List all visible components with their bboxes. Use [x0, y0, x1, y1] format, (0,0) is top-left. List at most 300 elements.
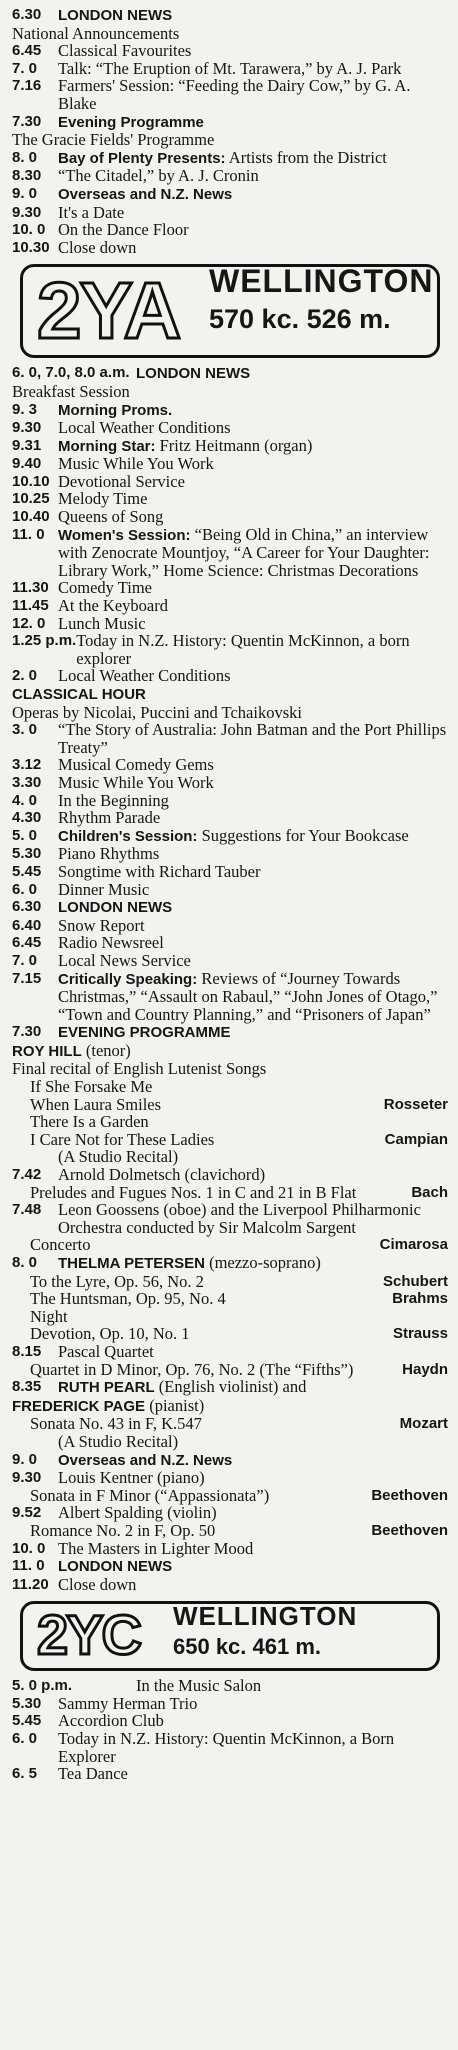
schedule-entry: [12, 1060, 448, 1078]
entry-text: Music While You Work: [58, 772, 214, 792]
entry-body: [58, 1765, 448, 1783]
item-title: I Care Not for These Ladies: [30, 1129, 215, 1149]
schedule-entry: [12, 579, 448, 597]
station-city: WELLINGTON: [173, 1601, 358, 1632]
listing-2yc: [12, 1677, 448, 1783]
entry-time: 12. 0: [12, 614, 46, 632]
entry-time: 7.42: [12, 1166, 42, 1184]
entry-text: Dinner Music: [58, 879, 150, 899]
entry-text: Farmers' Session: “Feeding the Dairy Cow,” by G. A. Blake: [58, 76, 411, 113]
programme-item: [12, 1096, 448, 1114]
entry-body: [58, 1254, 448, 1273]
schedule-entry: [12, 1023, 448, 1042]
schedule-entry: [12, 615, 448, 633]
entry-body: [12, 131, 448, 149]
entry-heading: RUTH PEARL: [58, 1379, 155, 1397]
schedule-entry: [12, 1677, 448, 1695]
entry-body: [12, 25, 448, 43]
entry-body: [58, 149, 448, 168]
entry-body: [58, 1540, 448, 1558]
entry-text: Musical Comedy Gems: [58, 755, 214, 775]
entry-text: Today in N.Z. History: Quentin McKinnon, a born explorer: [76, 631, 410, 668]
entry-time: 5.30: [12, 845, 42, 863]
entry-time: 5. 0 p.m.: [12, 1677, 73, 1695]
entry-text: “The Story of Australia: John Batman and the Port Phillips Treaty”: [58, 720, 447, 757]
entry-time: 8. 0: [12, 1254, 38, 1271]
entry-heading: Morning Star:: [58, 437, 156, 455]
programme-item: [12, 1184, 448, 1202]
schedule-entry: [12, 1166, 448, 1184]
item-line: [30, 1290, 448, 1308]
entry-body: [58, 774, 448, 792]
schedule-entry: [12, 6, 448, 25]
entry-body: [58, 845, 448, 863]
schedule-entry: [12, 1765, 448, 1783]
entry-body: [58, 490, 448, 508]
schedule-entry: [12, 845, 448, 863]
schedule-entry: [12, 917, 448, 935]
entry-body: [58, 1504, 448, 1522]
entry-time: 6. 0, 7.0, 8.0 a.m.: [12, 364, 130, 382]
entry-body: [58, 185, 448, 204]
schedule-entry: [12, 60, 448, 78]
item-line: [30, 1131, 448, 1149]
schedule-entry: [12, 1712, 448, 1730]
entry-text: Piano Rhythms: [58, 844, 160, 864]
entry-heading: Bay of Plenty Presents:: [58, 149, 226, 167]
schedule-entry: [12, 508, 448, 526]
schedule-entry: [12, 1451, 448, 1470]
schedule-entry: [12, 1201, 448, 1236]
entry-body: [58, 1730, 448, 1765]
programme-item: [12, 1415, 448, 1433]
entry-body: [136, 1677, 448, 1695]
schedule-entry: [12, 898, 448, 917]
entry-text: Fritz Heitmann (organ): [159, 435, 313, 455]
entry-text: Artists from the District: [228, 147, 387, 167]
schedule-entry: [12, 1576, 448, 1594]
entry-time: 9.31: [12, 436, 42, 454]
entry-text: Accordion Club: [58, 1711, 164, 1731]
entry-time: 8.15: [12, 1342, 42, 1360]
entry-text: Louis Kentner (piano): [58, 1468, 205, 1488]
item-line: [30, 1184, 448, 1202]
programme-item: [12, 1078, 448, 1096]
entry-body: [58, 615, 448, 633]
entry-text: “Being Old in China,” an interview with Zenocrate Mountjoy, “A Career for Your Daughter: Library Work,” Home Science: Christmas Decorations: [58, 524, 430, 580]
entry-time: 6. 0: [12, 1730, 38, 1748]
entry-heading: LONDON NEWS: [58, 7, 173, 24]
schedule-entry: [12, 1469, 448, 1487]
item-line: [30, 1487, 448, 1505]
entry-time: 11. 0: [12, 525, 45, 543]
entry-body: [58, 667, 448, 685]
entry-body: [58, 881, 448, 899]
entry-heading: Evening Programme: [58, 113, 204, 131]
entry-body: [58, 401, 448, 420]
entry-body: [58, 204, 448, 222]
entry-time: 11.30: [12, 579, 49, 597]
entry-body: [58, 934, 448, 952]
entry-text: Devotional Service: [58, 471, 185, 491]
schedule-entry: [12, 721, 448, 756]
item-title: Night: [30, 1306, 68, 1326]
item-title: Sonata in F Minor (“Appassionata”): [30, 1485, 270, 1505]
entry-body: [58, 597, 448, 615]
entry-text: (mezzo-soprano): [209, 1253, 321, 1272]
entry-body: [58, 579, 448, 597]
entry-time: 11.45: [12, 597, 49, 615]
entry-heading: ROY HILL: [12, 1042, 82, 1060]
schedule-entry: [12, 774, 448, 792]
entry-text: Arnold Dolmetsch (clavichord): [58, 1165, 266, 1185]
entry-body: [58, 827, 448, 846]
entry-time: 3. 0: [12, 721, 38, 739]
entry-text: Close down: [58, 237, 137, 257]
entry-text: Today in N.Z. History: Quentin McKinnon, a Born Explorer: [58, 1729, 395, 1766]
entry-text: Queens of Song: [58, 507, 164, 527]
schedule-entry: [12, 42, 448, 60]
entry-heading: Morning Proms.: [58, 401, 173, 419]
entry-text: Melody Time: [58, 489, 148, 509]
entry-time: 6.30: [12, 6, 42, 23]
entry-time: 1.25 p.m.: [12, 632, 77, 650]
entry-body: [58, 952, 448, 970]
studio-note: (A Studio Recital): [58, 1147, 179, 1167]
schedule-entry: [12, 704, 448, 722]
station-banner-2yc: [20, 1601, 440, 1671]
schedule-entry: [12, 239, 448, 257]
entry-body: [58, 1201, 448, 1236]
entry-time: 6.40: [12, 916, 42, 934]
composer-name: Mozart: [399, 1415, 448, 1433]
entry-body: [58, 721, 448, 756]
schedule-entry: [12, 597, 448, 615]
entry-body: [58, 1695, 448, 1713]
entry-text: Music While You Work: [58, 454, 214, 474]
entry-body: [58, 77, 448, 112]
entry-text: At the Keyboard: [58, 596, 168, 616]
studio-note: (A Studio Recital): [58, 1431, 179, 1451]
entry-body: [12, 383, 448, 401]
entry-time: 6. 5: [12, 1765, 38, 1783]
entry-body: [58, 1712, 448, 1730]
entry-body: [12, 704, 448, 722]
item-line: [30, 1361, 448, 1379]
composer-name: Bach: [411, 1183, 448, 1201]
station-banner-2ya: [20, 264, 440, 358]
entry-body: [58, 42, 448, 60]
composer-name: Schubert: [382, 1272, 448, 1290]
schedule-entry: [12, 1695, 448, 1713]
entry-time: 7.30: [12, 1023, 42, 1041]
item-title: If She Forsake Me: [30, 1077, 153, 1097]
entry-heading: LONDON NEWS: [58, 899, 173, 917]
entry-body: [58, 113, 448, 132]
entry-body: [58, 809, 448, 827]
entry-time: 7.48: [12, 1201, 42, 1219]
entry-text: Rhythm Parade: [58, 808, 161, 828]
programme-item: [12, 1113, 448, 1131]
programme-item: [12, 1361, 448, 1379]
entry-heading: Critically Speaking:: [58, 970, 198, 988]
composer-name: Cimarosa: [379, 1236, 448, 1254]
entry-time: 5.45: [12, 1712, 42, 1730]
item-line: [30, 1236, 448, 1254]
entry-text: The Gracie Fields' Programme: [12, 130, 215, 150]
entry-time: 10.25: [12, 490, 50, 508]
schedule-entry: [12, 632, 448, 667]
item-title: Sonata No. 43 in F, K.547: [30, 1414, 202, 1434]
schedule-entry: [12, 149, 448, 168]
entry-body: [58, 1451, 448, 1470]
entry-heading: CLASSICAL HOUR: [12, 686, 146, 703]
entry-body: [58, 508, 448, 526]
entry-time: 4.30: [12, 809, 42, 827]
schedule-entry: [12, 473, 448, 491]
schedule-entry: [12, 881, 448, 899]
entry-body: [58, 455, 448, 473]
entry-body: [58, 1166, 448, 1184]
entry-time: 10. 0: [12, 1539, 46, 1557]
entry-time: 6. 0: [12, 880, 38, 898]
schedule-entry: [12, 401, 448, 420]
entry-time: 9.30: [12, 419, 42, 437]
entry-heading: Overseas and N.Z. News: [58, 185, 233, 203]
entry-time: 10.40: [12, 508, 50, 526]
entry-time: 9.30: [12, 1469, 42, 1487]
entry-time: 11.20: [12, 1575, 49, 1593]
schedule-entry: [12, 1730, 448, 1765]
entry-time: 8. 0: [12, 148, 38, 166]
entry-body: [12, 1060, 448, 1078]
entry-text: (English violinist) and: [158, 1377, 307, 1397]
entry-body: [58, 1557, 448, 1576]
item-title: The Huntsman, Op. 95, No. 4: [30, 1289, 226, 1309]
entry-time: 9. 0: [12, 184, 38, 202]
entry-body: [58, 437, 448, 456]
entry-body: [12, 685, 448, 704]
entry-time: 10.30: [12, 238, 50, 256]
programme-item: [12, 1273, 448, 1291]
schedule-entry: [12, 419, 448, 437]
entry-time: 5.45: [12, 862, 42, 880]
entry-text: Local Weather Conditions: [58, 418, 231, 438]
entry-text: Radio Newsreel: [58, 933, 164, 953]
schedule-entry: [12, 383, 448, 401]
item-line: [30, 1325, 448, 1343]
entry-time: 3.30: [12, 773, 42, 791]
entry-text: It's a Date: [58, 202, 125, 222]
item-title: Devotion, Op. 10, No. 1: [30, 1324, 190, 1344]
schedule-entry: [12, 25, 448, 43]
entry-text: Leon Goossens (oboe) and the Liverpool Philharmonic Orchestra conducted by Sir Malcolm Sargent: [58, 1200, 421, 1237]
schedule-entry: [12, 1504, 448, 1522]
entry-heading: LONDON NEWS: [136, 365, 251, 383]
entry-heading: EVENING PROGRAMME: [58, 1024, 231, 1042]
item-title: When Laura Smiles: [30, 1094, 162, 1114]
schedule-entry: [12, 863, 448, 881]
entry-text: Talk: “The Eruption of Mt. Tarawera,” by A. J. Park: [58, 58, 402, 78]
programme-item: [12, 1325, 448, 1343]
item-title: Romance No. 2 in F, Op. 50: [30, 1520, 216, 1540]
item-line: [30, 1273, 448, 1291]
station-city: WELLINGTON: [209, 263, 434, 300]
entry-body: [58, 1343, 448, 1361]
entry-text: On the Dance Floor: [58, 220, 189, 240]
schedule-entry: [12, 185, 448, 204]
entry-body: [58, 1576, 448, 1594]
schedule-entry: [12, 952, 448, 970]
entry-text: “The Citadel,” by A. J. Cronin: [58, 166, 259, 186]
entry-time: 10. 0: [12, 221, 46, 239]
schedule-entry: [12, 131, 448, 149]
schedule-entry: [12, 1397, 448, 1416]
entry-time: 7. 0: [12, 59, 38, 77]
schedule-entry: [12, 167, 448, 185]
entry-time: 7.16: [12, 77, 42, 95]
programme-item: [12, 1236, 448, 1254]
entry-body: [58, 239, 448, 257]
composer-name: Rosseter: [383, 1095, 448, 1113]
schedule-entry: [12, 756, 448, 774]
composer-name: Campian: [384, 1130, 448, 1148]
entry-text: (tenor): [85, 1040, 131, 1060]
schedule-entry: [12, 77, 448, 112]
entry-text: In the Beginning: [58, 790, 169, 810]
entry-time: 6.30: [12, 898, 42, 916]
entry-time: 7.15: [12, 969, 42, 987]
item-title: There Is a Garden: [30, 1112, 149, 1132]
entry-body: [58, 167, 448, 185]
entry-text: Sammy Herman Trio: [58, 1693, 198, 1713]
schedule-entry: [12, 526, 448, 580]
schedule-entry: [12, 827, 448, 846]
listing-2ya: [12, 364, 448, 1593]
composer-name: Strauss: [392, 1325, 448, 1343]
schedule-entry: [12, 455, 448, 473]
entry-body: [58, 863, 448, 881]
entry-time: 2. 0: [12, 667, 38, 685]
schedule-entry: [12, 204, 448, 222]
entry-body: [58, 60, 448, 78]
entry-time: 9. 0: [12, 1450, 38, 1468]
entry-time: 9. 3: [12, 400, 38, 418]
entry-text: National Announcements: [12, 23, 180, 43]
station-call-sign: 2YA: [37, 266, 180, 356]
schedule-entry: [12, 437, 448, 456]
item-title: Preludes and Fugues Nos. 1 in C and 21 in B Flat: [30, 1182, 357, 1202]
programme-item: [12, 1290, 448, 1308]
entry-heading: THELMA PETERSEN: [58, 1255, 205, 1272]
entry-body: [136, 364, 448, 383]
entry-body: [58, 792, 448, 810]
entry-text: Pascal Quartet: [58, 1341, 154, 1361]
composer-name: Brahms: [392, 1290, 448, 1308]
entry-time: 11. 0: [12, 1557, 45, 1575]
entry-text: (pianist): [149, 1395, 205, 1415]
schedule-entry: [12, 792, 448, 810]
schedule-entry: [12, 809, 448, 827]
schedule-entry: [12, 364, 448, 383]
entry-text: Operas by Nicolai, Puccini and Tchaikovski: [12, 702, 302, 722]
entry-heading: LONDON NEWS: [58, 1558, 173, 1576]
entry-text: Tea Dance: [58, 1764, 128, 1784]
entry-time: 6.45: [12, 934, 42, 952]
item-title: To the Lyre, Op. 56, No. 2: [30, 1271, 204, 1291]
entry-text: Local Weather Conditions: [58, 666, 231, 686]
entry-body: [58, 6, 448, 25]
station-frequency: 650 kc. 461 m.: [173, 1634, 322, 1660]
entry-time: 5.30: [12, 1694, 42, 1712]
entry-body: [58, 898, 448, 917]
schedule-entry: [12, 685, 448, 704]
composer-name: Haydn: [402, 1360, 448, 1378]
schedule-entry: [12, 667, 448, 685]
schedule-entry: [12, 1378, 448, 1397]
programme-item: [12, 1487, 448, 1505]
entry-heading: FREDERICK PAGE: [12, 1397, 146, 1415]
entry-body: [58, 756, 448, 774]
schedule-entry: [12, 490, 448, 508]
entry-text: Songtime with Richard Tauber: [58, 861, 261, 881]
entry-time: 8.35: [12, 1378, 42, 1396]
entry-body: [58, 970, 448, 1024]
entry-heading: Overseas and N.Z. News: [58, 1451, 233, 1469]
station-frequency: 570 kc. 526 m.: [209, 304, 391, 335]
schedule-entry: [12, 1540, 448, 1558]
entry-body: [58, 419, 448, 437]
entry-body: [12, 1042, 448, 1061]
schedule-entry: [12, 934, 448, 952]
programme-item: [12, 1308, 448, 1326]
entry-text: Lunch Music: [58, 613, 146, 633]
entry-text: Local News Service: [58, 950, 191, 970]
item-title: Quartet in D Minor, Op. 76, No. 2 (The “Fifths”): [30, 1359, 354, 1379]
entry-text: Comedy Time: [58, 578, 152, 598]
programme-item: [12, 1522, 448, 1540]
entry-text: Final recital of English Lutenist Songs: [12, 1059, 267, 1079]
entry-text: The Masters in Lighter Mood: [58, 1538, 254, 1558]
item-line: [30, 1522, 448, 1540]
entry-body: [58, 526, 448, 580]
schedule-entry: [12, 1254, 448, 1273]
schedule-entry: [12, 1343, 448, 1361]
entry-time: 8.30: [12, 167, 42, 185]
item-line: [30, 1415, 448, 1433]
entry-time: 9.40: [12, 455, 42, 473]
entry-text: Suggestions for Your Bookcase: [201, 825, 409, 845]
entry-body: [58, 1023, 448, 1042]
entry-time: 5. 0: [12, 826, 38, 844]
entry-time: 10.10: [12, 472, 50, 490]
schedule-entry: [12, 1042, 448, 1061]
earlier-station-listing: [12, 6, 448, 256]
station-call-sign: 2YC: [37, 1603, 140, 1667]
entry-body: [76, 632, 448, 667]
entry-time: 7. 0: [12, 951, 38, 969]
entry-body: [12, 1397, 448, 1416]
item-line: [30, 1096, 448, 1114]
composer-name: Beethoven: [371, 1521, 448, 1539]
entry-time: 7.30: [12, 112, 42, 130]
entry-body: [58, 221, 448, 239]
entry-time: 4. 0: [12, 791, 38, 809]
entry-body: [58, 1378, 448, 1397]
entry-time: 6.45: [12, 42, 42, 60]
entry-time: 3.12: [12, 756, 42, 774]
entry-body: [58, 473, 448, 491]
